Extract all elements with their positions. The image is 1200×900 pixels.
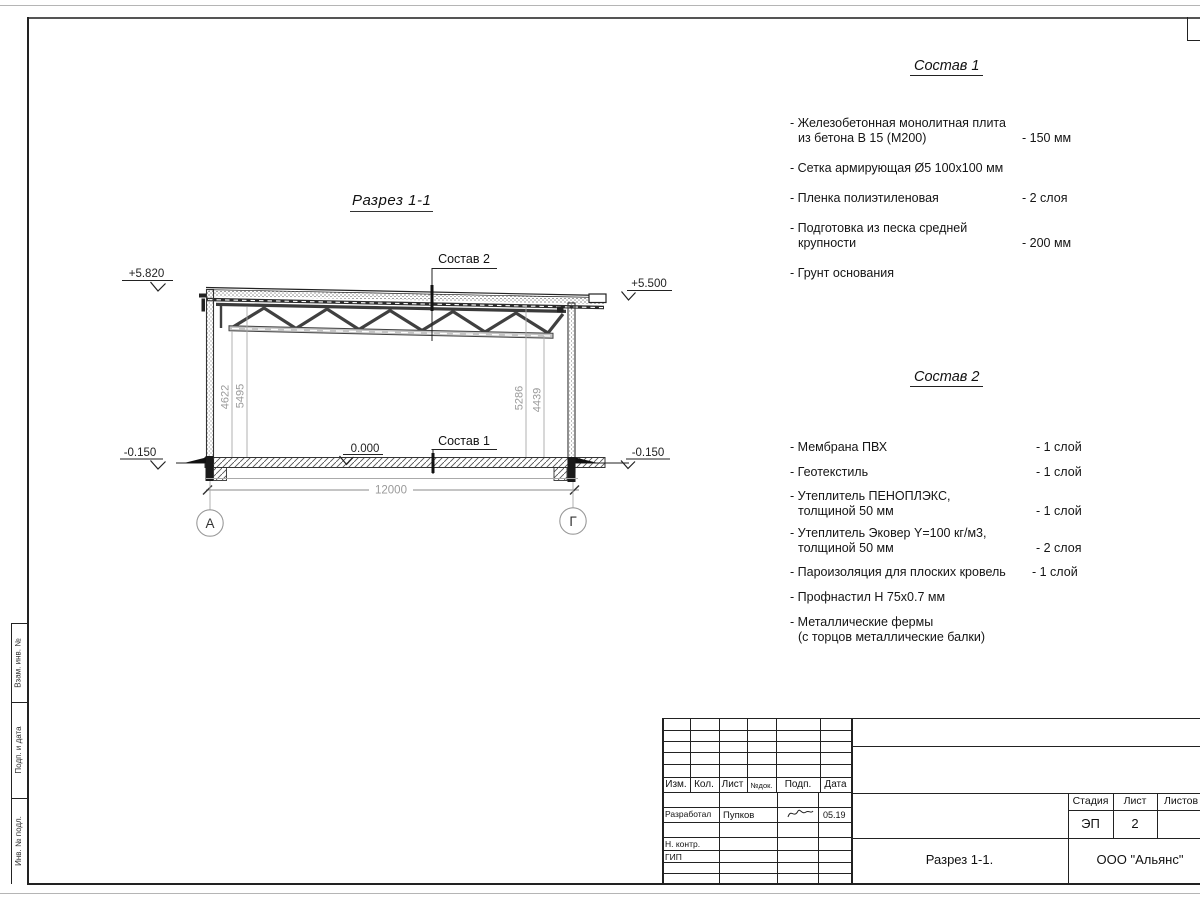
section-title: Разрез 1-1 [350, 192, 433, 212]
item-line: - Утеплитель Эковер Y=100 кг/м3, [790, 526, 987, 540]
truss-bearing-left [199, 294, 206, 298]
grid-line [662, 822, 851, 823]
developed-name: Пупков [723, 810, 755, 821]
item-line: толщиной 50 мм [798, 540, 894, 555]
item-line: - Пароизоляция для плоских кровель [790, 565, 1006, 579]
callout-roof-label: Состав 2 [438, 252, 490, 266]
truss-bearing-right [557, 307, 564, 313]
item-line: - Утеплитель ПЕНОПЛЭКС, [790, 489, 951, 503]
item-line: - Подготовка из песка средней [790, 221, 968, 235]
grid-line [1068, 810, 1200, 811]
rev-header-list: Лист [721, 779, 744, 790]
developed-label: Разработал [665, 809, 712, 819]
sheets-label: Листов [1163, 795, 1199, 807]
dim-5495: 5495 [234, 383, 247, 409]
wall-base-left [206, 456, 214, 481]
item-line: - Геотекстиль [790, 465, 869, 479]
roof-edge-cap [589, 294, 606, 303]
list-item [790, 590, 1090, 605]
item-value: - 1 слой [1036, 440, 1082, 454]
n-contr-label: Н. контр. [665, 839, 701, 849]
item-value: - 200 мм [1022, 235, 1072, 250]
list-item [790, 465, 1090, 480]
dim-4439: 4439 [531, 387, 544, 413]
item-line: крупности [798, 235, 857, 250]
ground-line-left [176, 458, 206, 464]
item-value: - 1 слой [1036, 465, 1082, 479]
dim-12000: 12000 [375, 484, 407, 497]
item-line: (с торцов металлические балки) [798, 629, 986, 644]
item-value: - 150 мм [1022, 130, 1072, 145]
rev-header-kol: Кол. [694, 779, 714, 790]
composition2-list [790, 0, 1100, 660]
grid-line [662, 718, 664, 884]
rev-header-izm: Изм. [665, 779, 687, 790]
elevation-bottom-right [621, 447, 670, 469]
right-wall [568, 303, 575, 472]
signature [785, 806, 815, 821]
list-item [790, 565, 1090, 580]
elevation-arrow [621, 461, 635, 469]
item-value: - 1 слой [1036, 503, 1082, 518]
list-item [790, 440, 1090, 455]
dim-5286: 5286 [513, 385, 526, 411]
grid-line [818, 792, 819, 883]
rev-header-podp: Подп. [784, 779, 812, 790]
elevation-bottom-left [120, 447, 166, 469]
list-item [790, 615, 1090, 644]
doc-title: Разрез 1-1. [925, 852, 994, 867]
elev-m0150-left-label: -0.150 [123, 447, 157, 459]
elevation-arrow [151, 461, 166, 470]
rev-header-ndok: №док. [750, 781, 773, 790]
elev-5820-label: +5.820 [128, 268, 165, 280]
floor-slab [205, 458, 605, 468]
elevation-arrow [622, 292, 636, 301]
side-stamp-cell-podp: Подп. и дата [13, 726, 23, 774]
grid-line [662, 792, 851, 793]
grid-line [662, 807, 851, 808]
composition2-title: Состав 2 [910, 369, 983, 387]
grid-line [851, 838, 1200, 839]
item-line: из бетона В 15 (М200) [798, 130, 927, 145]
elev-5500-label: +5.500 [631, 278, 667, 290]
stage-value: ЭП [1081, 816, 1100, 831]
item-value: - 2 слоя [1022, 191, 1068, 205]
grid-line [662, 873, 851, 874]
elev-m0150-right-label: -0.150 [631, 447, 665, 459]
item-line: - Грунт основания [790, 266, 895, 280]
grid-line [719, 718, 720, 884]
item-line: - Мембрана ПВХ [790, 440, 888, 454]
item-line: - Профнастил Н 75х0.7 мм [790, 590, 946, 604]
grid-line [851, 793, 1200, 794]
item-line: толщиной 50 мм [798, 503, 894, 518]
company-name: ООО "Альянс" [1096, 852, 1184, 867]
item-line: - Сетка армирующая Ø5 100х100 мм [790, 161, 1004, 175]
axis-left [197, 481, 223, 536]
item-line: - Металлические фермы [790, 615, 934, 629]
side-stamp-cell-vzam: Взам. инв. № [13, 637, 23, 688]
stage-label: Стадия [1072, 795, 1109, 807]
sheet-label: Лист [1123, 795, 1147, 807]
elev-0000-label: 0.000 [350, 443, 380, 455]
elevation-top-right [622, 278, 673, 300]
item-value: - 1 слой [1032, 565, 1078, 579]
wall-top-bracket-left [202, 299, 206, 312]
gip-label: ГИП [665, 851, 682, 862]
grid-line [662, 862, 851, 863]
grid-line [662, 718, 1200, 719]
grid-line [777, 792, 778, 883]
list-item [790, 489, 1090, 518]
callout-floor-label: Состав 1 [438, 434, 490, 448]
date-value: 05.19 [823, 810, 846, 820]
sheet-value: 2 [1131, 816, 1139, 831]
left-wall [207, 290, 214, 471]
composition1-title: Состав 1 [910, 58, 983, 76]
span-dimension [203, 479, 579, 497]
item-line: - Пленка полиэтиленовая [790, 191, 939, 205]
item-line: - Железобетонная монолитная плита [790, 116, 1006, 130]
list-item [790, 526, 1090, 555]
elevation-top-left [122, 268, 173, 291]
grid-line [662, 837, 851, 838]
grid-line [851, 746, 1200, 747]
axis-label-right: Г [569, 514, 577, 529]
side-stamp-cell-inv: Инв. № подл. [13, 816, 23, 866]
item-value: - 2 слоя [1036, 540, 1082, 555]
elevation-arrow [151, 282, 166, 291]
grid-line [662, 850, 851, 851]
rev-header-data: Дата [824, 779, 847, 790]
axis-label-left: А [205, 516, 215, 531]
dim-4622: 4622 [219, 384, 232, 410]
